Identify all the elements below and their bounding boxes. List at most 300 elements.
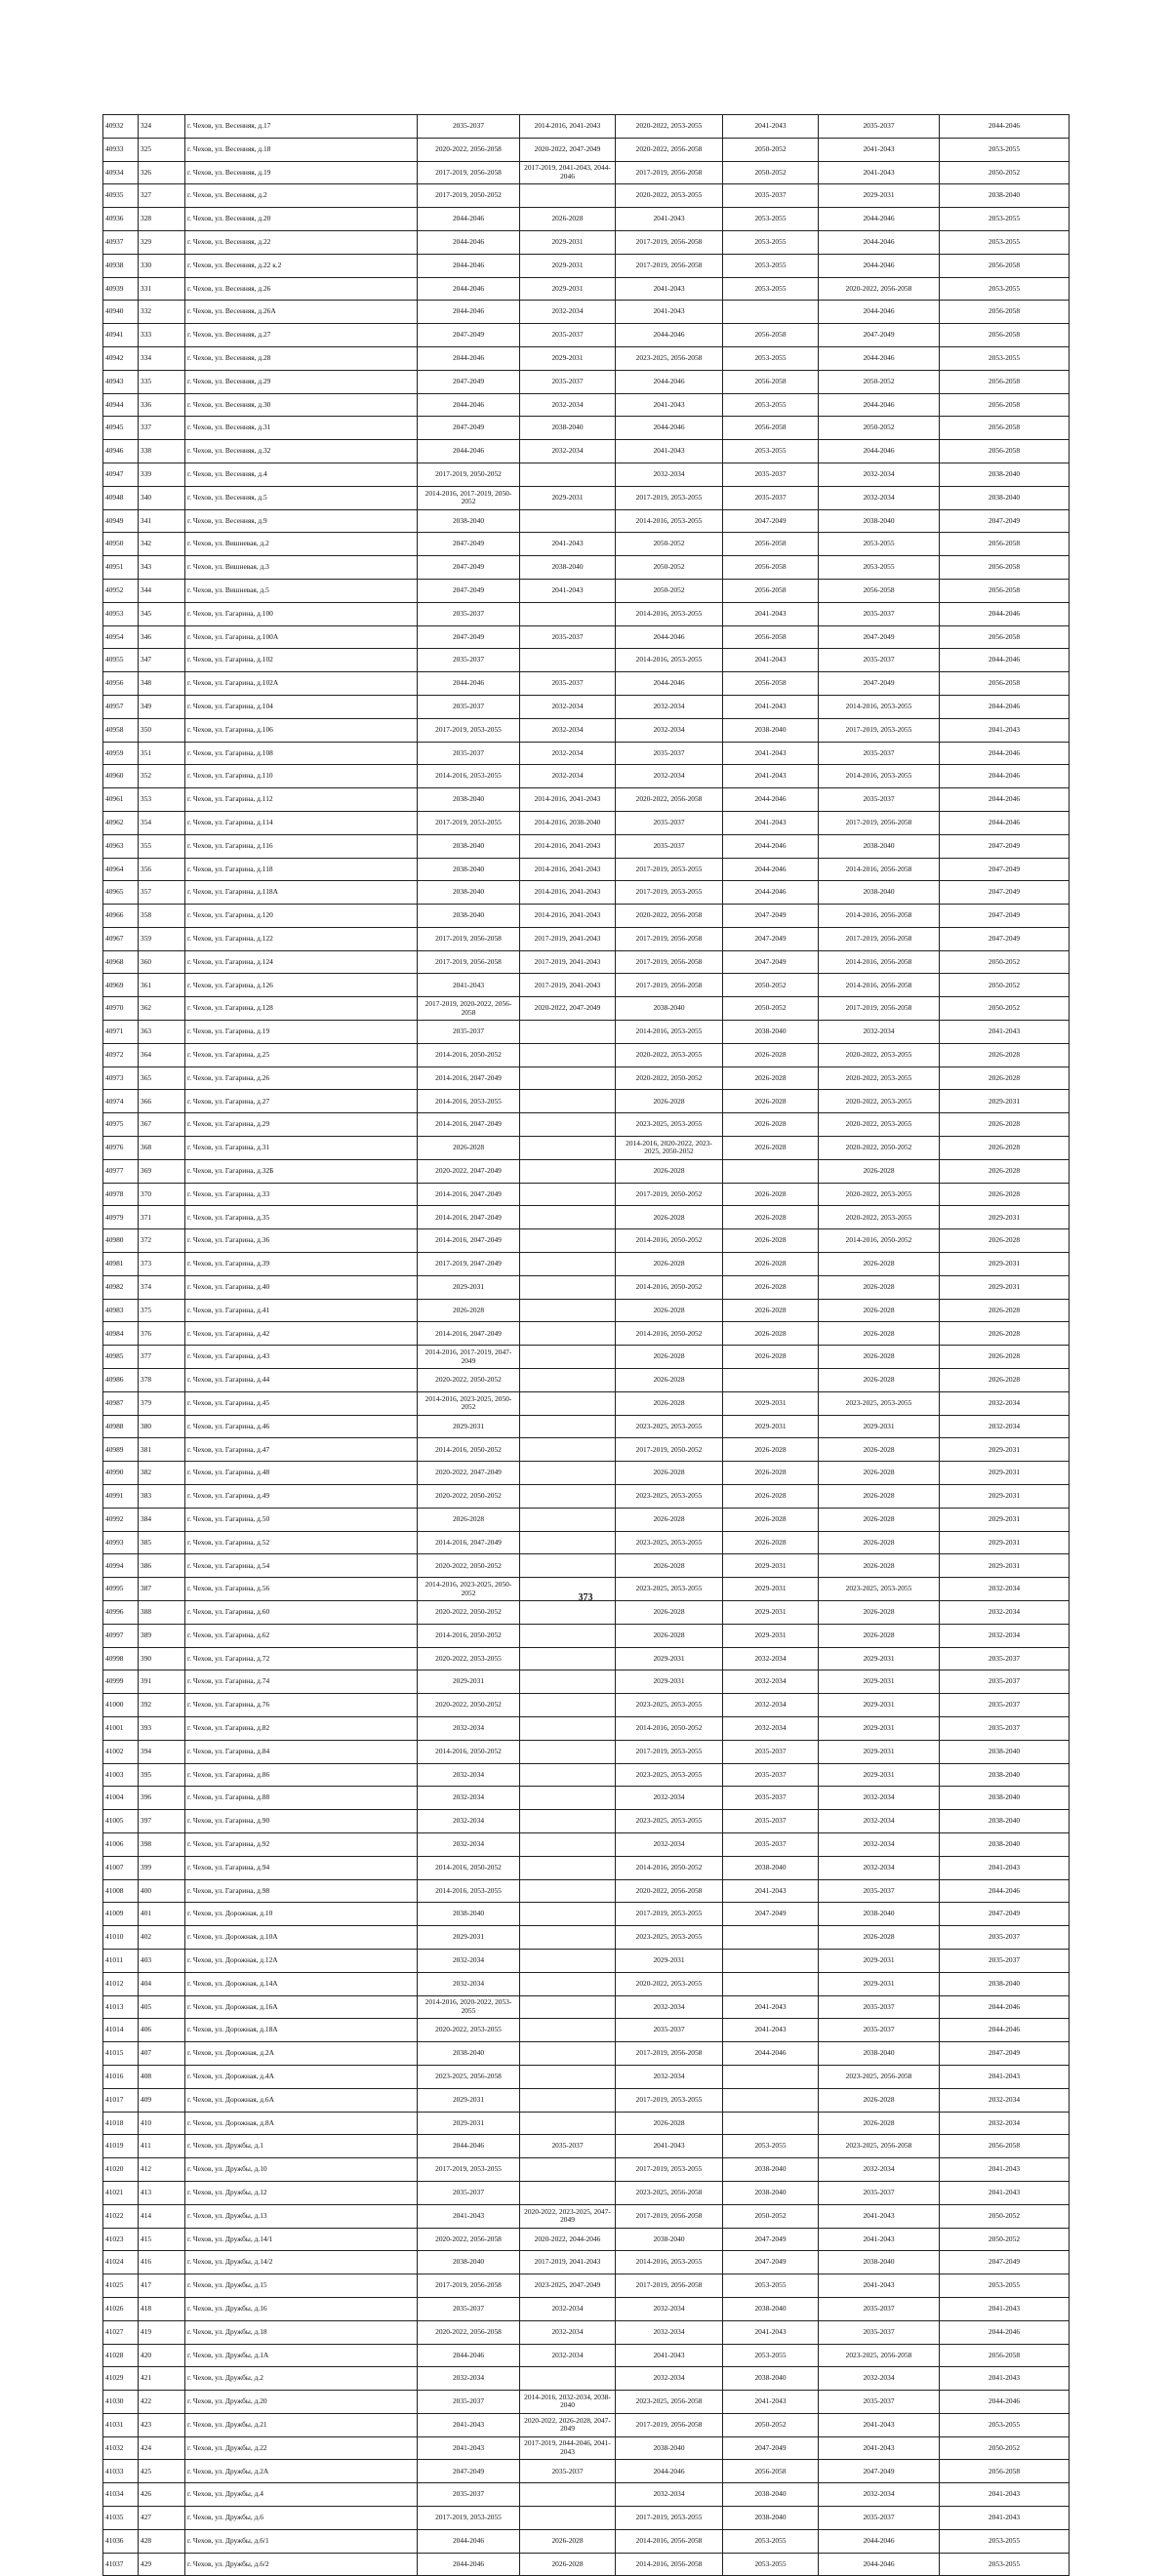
cell-period-b (520, 1647, 616, 1670)
cell-row-number: 395 (139, 1763, 185, 1787)
cell-period-f: 2056-2058 (940, 254, 1070, 277)
cell-period-a: 2014-2016, 2050-2052 (418, 1043, 520, 1067)
cell-address: г. Чехов, ул. Гагарина, д.120 (185, 905, 418, 928)
cell-period-f: 2044-2046 (940, 695, 1070, 718)
cell-record-id: 40993 (103, 1531, 139, 1554)
cell-row-number: 331 (139, 277, 185, 301)
table-row (103, 2228, 1070, 2251)
cell-address: г. Чехов, ул. Дружбы, д.21 (185, 2413, 418, 2436)
cell-period-c: 2038-2040 (616, 997, 723, 1021)
cell-record-id: 40960 (103, 765, 139, 788)
cell-row-number: 425 (139, 2460, 185, 2483)
cell-period-c: 2014-2016, 2056-2058 (616, 2529, 723, 2553)
cell-period-f: 2035-2037 (940, 1647, 1070, 1670)
cell-period-f: 2026-2028 (940, 1113, 1070, 1137)
cell-period-a: 2032-2034 (418, 1810, 520, 1833)
table-row (103, 2251, 1070, 2274)
cell-row-number: 389 (139, 1624, 185, 1647)
cell-period-f: 2038-2040 (940, 1972, 1070, 1995)
cell-period-a: 2035-2037 (418, 649, 520, 672)
table-row (103, 2529, 1070, 2553)
cell-period-c: 2017-2019, 2056-2058 (616, 161, 723, 184)
cell-period-c: 2026-2028 (616, 1206, 723, 1229)
cell-period-e: 2020-2022, 2056-2058 (819, 277, 940, 301)
cell-period-a: 2029-2031 (418, 1415, 520, 1438)
cell-period-b (520, 1275, 616, 1299)
cell-record-id: 40941 (103, 324, 139, 347)
table-row (103, 997, 1070, 1021)
table-row (103, 858, 1070, 881)
cell-period-d (723, 1949, 819, 1972)
cell-period-c: 2023-2025, 2053-2055 (616, 1810, 723, 1833)
cell-period-f: 2056-2058 (940, 440, 1070, 463)
cell-period-e: 2047-2049 (819, 625, 940, 649)
cell-address: г. Чехов, ул. Гагарина, д.102 (185, 649, 418, 672)
cell-record-id: 41021 (103, 2181, 139, 2204)
cell-period-d: 2056-2058 (723, 324, 819, 347)
cell-record-id: 41011 (103, 1949, 139, 1972)
cell-period-b: 2029-2031 (520, 254, 616, 277)
cell-period-c: 2026-2028 (616, 1554, 723, 1578)
cell-record-id: 40932 (103, 115, 139, 139)
cell-period-d: 2047-2049 (723, 2251, 819, 2274)
cell-record-id: 40962 (103, 811, 139, 834)
cell-period-b (520, 1995, 616, 2019)
cell-period-b (520, 2483, 616, 2507)
cell-period-b: 2032-2034 (520, 765, 616, 788)
cell-period-b: 2026-2028 (520, 2529, 616, 2553)
cell-record-id: 40978 (103, 1183, 139, 1206)
schedule-table-container (102, 114, 1069, 2576)
table-row (103, 718, 1070, 742)
cell-period-b (520, 1067, 616, 1090)
cell-period-d: 2038-2040 (723, 2297, 819, 2320)
cell-period-e: 2035-2037 (819, 1995, 940, 2019)
table-row (103, 881, 1070, 905)
cell-period-d: 2047-2049 (723, 509, 819, 533)
cell-period-a: 2014-2016, 2050-2052 (418, 1438, 520, 1462)
cell-period-b: 2032-2034 (520, 2344, 616, 2367)
cell-record-id: 40985 (103, 1346, 139, 1369)
cell-period-f: 2047-2049 (940, 905, 1070, 928)
cell-period-a: 2029-2031 (418, 2112, 520, 2135)
cell-period-f: 2026-2028 (940, 1369, 1070, 1392)
cell-period-e: 2038-2040 (819, 509, 940, 533)
cell-period-f: 2038-2040 (940, 1740, 1070, 1763)
cell-period-f: 2056-2058 (940, 2460, 1070, 2483)
cell-period-b: 2014-2016, 2041-2043 (520, 905, 616, 928)
cell-address: г. Чехов, ул. Гагарина, д.122 (185, 927, 418, 950)
cell-period-c: 2029-2031 (616, 1670, 723, 1694)
cell-address: г. Чехов, ул. Весенняя, д.30 (185, 393, 418, 417)
cell-period-e: 2038-2040 (819, 881, 940, 905)
cell-row-number: 352 (139, 765, 185, 788)
cell-period-d: 2029-2031 (723, 1624, 819, 1647)
cell-period-b: 2020-2022, 2047-2049 (520, 997, 616, 1021)
cell-period-c: 2032-2034 (616, 1832, 723, 1856)
cell-row-number: 338 (139, 440, 185, 463)
cell-address: г. Чехов, ул. Гагарина, д.26 (185, 1067, 418, 1090)
cell-period-d: 2029-2031 (723, 1391, 819, 1415)
cell-period-b (520, 1810, 616, 1833)
cell-period-f: 2047-2049 (940, 2251, 1070, 2274)
cell-record-id: 40944 (103, 393, 139, 417)
cell-period-c: 2032-2034 (616, 2065, 723, 2088)
cell-row-number: 420 (139, 2344, 185, 2367)
cell-period-d: 2026-2028 (723, 1137, 819, 1160)
cell-row-number: 390 (139, 1647, 185, 1670)
cell-period-a: 2017-2019, 2056-2058 (418, 927, 520, 950)
cell-row-number: 375 (139, 1299, 185, 1322)
cell-record-id: 40991 (103, 1485, 139, 1509)
cell-period-d: 2044-2046 (723, 2042, 819, 2066)
cell-period-f: 2038-2040 (940, 1787, 1070, 1810)
cell-period-f: 2029-2031 (940, 1206, 1070, 1229)
cell-period-f: 2029-2031 (940, 1275, 1070, 1299)
cell-period-a: 2035-2037 (418, 2483, 520, 2507)
cell-period-b (520, 1716, 616, 1740)
cell-period-c: 2017-2019, 2056-2058 (616, 2042, 723, 2066)
cell-period-b (520, 1391, 616, 1415)
cell-record-id: 40939 (103, 277, 139, 301)
cell-period-d: 2026-2028 (723, 1229, 819, 1253)
cell-period-c: 2032-2034 (616, 463, 723, 486)
table-row (103, 1926, 1070, 1950)
cell-row-number: 362 (139, 997, 185, 1021)
cell-address: г. Чехов, ул. Гагарина, д.29 (185, 1113, 418, 1137)
cell-record-id: 40952 (103, 579, 139, 602)
cell-period-a: 2038-2040 (418, 881, 520, 905)
cell-period-c: 2017-2019, 2053-2055 (616, 1903, 723, 1926)
cell-period-a: 2023-2025, 2056-2058 (418, 2065, 520, 2088)
table-row (103, 324, 1070, 347)
cell-period-f: 2050-2052 (940, 997, 1070, 1021)
cell-record-id: 40971 (103, 1021, 139, 1044)
cell-period-c: 2017-2019, 2053-2055 (616, 2088, 723, 2112)
cell-period-c: 2020-2022, 2053-2055 (616, 184, 723, 208)
cell-period-c: 2020-2022, 2053-2055 (616, 1043, 723, 1067)
cell-period-e: 2029-2031 (819, 1949, 940, 1972)
cell-address: г. Чехов, ул. Гагарина, д.47 (185, 1438, 418, 1462)
cell-record-id: 41016 (103, 2065, 139, 2088)
table-row (103, 2436, 1070, 2460)
cell-period-a: 2020-2022, 2050-2052 (418, 1601, 520, 1625)
cell-period-f: 2038-2040 (940, 184, 1070, 208)
cell-record-id: 40947 (103, 463, 139, 486)
cell-period-d: 2053-2055 (723, 2553, 819, 2576)
cell-period-d: 2026-2028 (723, 1462, 819, 1485)
cell-address: г. Чехов, ул. Гагарина, д.27 (185, 1090, 418, 1113)
cell-record-id: 40942 (103, 346, 139, 370)
cell-period-f: 2041-2043 (940, 2065, 1070, 2088)
cell-address: г. Чехов, ул. Весенняя, д.17 (185, 115, 418, 139)
cell-period-a: 2044-2046 (418, 254, 520, 277)
cell-period-b: 2032-2034 (520, 695, 616, 718)
cell-period-b (520, 1879, 616, 1903)
cell-period-c: 2014-2016, 2056-2058 (616, 2553, 723, 2576)
cell-row-number: 381 (139, 1438, 185, 1462)
cell-period-b (520, 1415, 616, 1438)
table-row (103, 1670, 1070, 1694)
cell-address: г. Чехов, ул. Вишневая, д.2 (185, 533, 418, 556)
cell-address: г. Чехов, ул. Весенняя, д.9 (185, 509, 418, 533)
cell-address: г. Чехов, ул. Гагарина, д.32Б (185, 1159, 418, 1183)
table-row (103, 533, 1070, 556)
cell-period-a: 2035-2037 (418, 1021, 520, 1044)
cell-row-number: 369 (139, 1159, 185, 1183)
cell-address: г. Чехов, ул. Гагарина, д.128 (185, 997, 418, 1021)
cell-period-c: 2017-2019, 2056-2058 (616, 974, 723, 997)
cell-record-id: 41003 (103, 1763, 139, 1787)
cell-period-d: 2029-2031 (723, 1601, 819, 1625)
cell-period-c: 2023-2025, 2053-2055 (616, 1415, 723, 1438)
cell-address: г. Чехов, ул. Весенняя, д.28 (185, 346, 418, 370)
cell-period-d: 2035-2037 (723, 184, 819, 208)
cell-period-d: 2026-2028 (723, 1090, 819, 1113)
cell-period-f: 2035-2037 (940, 1949, 1070, 1972)
cell-period-e: 2044-2046 (819, 2553, 940, 2576)
cell-period-f: 2056-2058 (940, 2344, 1070, 2367)
cell-record-id: 40996 (103, 1601, 139, 1625)
cell-period-b: 2014-2016, 2041-2043 (520, 881, 616, 905)
cell-address: г. Чехов, ул. Гагарина, д.49 (185, 1485, 418, 1509)
cell-period-b (520, 1694, 616, 1717)
cell-address: г. Чехов, ул. Гагарина, д.60 (185, 1601, 418, 1625)
cell-period-c: 2026-2028 (616, 1508, 723, 1531)
cell-period-b (520, 1787, 616, 1810)
table-row (103, 1624, 1070, 1647)
cell-row-number: 394 (139, 1740, 185, 1763)
cell-period-a: 2032-2034 (418, 1972, 520, 1995)
cell-period-e: 2026-2028 (819, 1299, 940, 1322)
cell-period-d: 2056-2058 (723, 556, 819, 580)
cell-row-number: 353 (139, 788, 185, 812)
cell-period-a: 2020-2022, 2050-2052 (418, 1554, 520, 1578)
cell-row-number: 349 (139, 695, 185, 718)
cell-period-f: 2053-2055 (940, 2274, 1070, 2298)
cell-period-f: 2026-2028 (940, 1159, 1070, 1183)
cell-period-a: 2029-2031 (418, 1275, 520, 1299)
cell-period-c: 2020-2022, 2053-2055 (616, 115, 723, 139)
table-row (103, 2158, 1070, 2182)
cell-period-d (723, 1926, 819, 1950)
cell-period-c: 2038-2040 (616, 2436, 723, 2460)
cell-period-c: 2032-2034 (616, 2483, 723, 2507)
cell-period-e: 2035-2037 (819, 2391, 940, 2414)
cell-record-id: 41027 (103, 2320, 139, 2344)
cell-record-id: 40954 (103, 625, 139, 649)
cell-row-number: 409 (139, 2088, 185, 2112)
cell-period-f: 2029-2031 (940, 1090, 1070, 1113)
table-row (103, 649, 1070, 672)
cell-period-f: 2032-2034 (940, 1578, 1070, 1601)
cell-period-c: 2032-2034 (616, 2367, 723, 2391)
cell-period-f: 2041-2043 (940, 2483, 1070, 2507)
cell-period-f: 2053-2055 (940, 208, 1070, 231)
cell-row-number: 382 (139, 1462, 185, 1485)
cell-period-d: 2041-2043 (723, 811, 819, 834)
cell-record-id: 41031 (103, 2413, 139, 2436)
cell-period-c: 2044-2046 (616, 370, 723, 393)
cell-record-id: 41018 (103, 2112, 139, 2135)
cell-period-c: 2014-2016, 2053-2055 (616, 509, 723, 533)
cell-period-d (723, 1159, 819, 1183)
cell-period-e: 2020-2022, 2053-2055 (819, 1067, 940, 1090)
cell-period-e: 2032-2034 (819, 1787, 940, 1810)
cell-period-d: 2026-2028 (723, 1531, 819, 1554)
cell-period-f: 2044-2046 (940, 649, 1070, 672)
cell-period-c: 2017-2019, 2053-2055 (616, 486, 723, 509)
cell-period-f: 2053-2055 (940, 346, 1070, 370)
cell-record-id: 41025 (103, 2274, 139, 2298)
table-row (103, 138, 1070, 161)
cell-period-e: 2017-2019, 2056-2058 (819, 927, 940, 950)
cell-period-a: 2041-2043 (418, 2436, 520, 2460)
cell-address: г. Чехов, ул. Дружбы, д.15 (185, 2274, 418, 2298)
cell-period-b: 2029-2031 (520, 277, 616, 301)
cell-address: г. Чехов, ул. Дорожная, д.18А (185, 2019, 418, 2042)
cell-record-id: 40980 (103, 1229, 139, 1253)
cell-period-d: 2053-2055 (723, 393, 819, 417)
cell-record-id: 40963 (103, 834, 139, 858)
cell-period-e: 2026-2028 (819, 1322, 940, 1346)
cell-address: г. Чехов, ул. Гагарина, д.56 (185, 1578, 418, 1601)
cell-row-number: 324 (139, 115, 185, 139)
cell-period-b (520, 1485, 616, 1509)
cell-address: г. Чехов, ул. Дружбы, д.1 (185, 2135, 418, 2158)
cell-period-a: 2020-2022, 2056-2058 (418, 2320, 520, 2344)
cell-period-d: 2041-2043 (723, 1879, 819, 1903)
cell-record-id: 40966 (103, 905, 139, 928)
table-row (103, 1995, 1070, 2019)
cell-period-c: 2026-2028 (616, 2112, 723, 2135)
cell-period-c: 2017-2019, 2053-2055 (616, 858, 723, 881)
table-row (103, 1832, 1070, 1856)
cell-period-c: 2017-2019, 2056-2058 (616, 927, 723, 950)
cell-period-a: 2020-2022, 2056-2058 (418, 138, 520, 161)
cell-period-f: 2038-2040 (940, 1832, 1070, 1856)
cell-period-b (520, 2042, 616, 2066)
cell-record-id: 40948 (103, 486, 139, 509)
cell-period-c: 2014-2016, 2050-2052 (616, 1322, 723, 1346)
cell-row-number: 364 (139, 1043, 185, 1067)
cell-period-a: 2014-2016, 2047-2049 (418, 1183, 520, 1206)
cell-row-number: 407 (139, 2042, 185, 2066)
table-row (103, 230, 1070, 254)
cell-period-e: 2014-2016, 2056-2058 (819, 905, 940, 928)
cell-period-c: 2017-2019, 2053-2055 (616, 2158, 723, 2182)
cell-period-a: 2044-2046 (418, 230, 520, 254)
table-row (103, 927, 1070, 950)
table-row (103, 1043, 1070, 1067)
cell-period-b: 2032-2034 (520, 718, 616, 742)
cell-record-id: 41033 (103, 2460, 139, 2483)
cell-period-b: 2017-2019, 2041-2043 (520, 927, 616, 950)
cell-period-e: 2026-2028 (819, 1275, 940, 1299)
cell-period-e: 2050-2052 (819, 417, 940, 440)
cell-record-id: 41035 (103, 2507, 139, 2530)
cell-period-c: 2041-2043 (616, 277, 723, 301)
cell-address: г. Чехов, ул. Гагарина, д.44 (185, 1369, 418, 1392)
cell-address: г. Чехов, ул. Дорожная, д.10 (185, 1903, 418, 1926)
cell-address: г. Чехов, ул. Весенняя, д.2 (185, 184, 418, 208)
cell-period-e: 2017-2019, 2056-2058 (819, 997, 940, 1021)
cell-period-d: 2026-2028 (723, 1253, 819, 1276)
cell-period-f: 2029-2031 (940, 1462, 1070, 1485)
cell-period-a: 2038-2040 (418, 1903, 520, 1926)
cell-period-e: 2050-2052 (819, 370, 940, 393)
table-row (103, 2413, 1070, 2436)
cell-period-a: 2035-2037 (418, 115, 520, 139)
cell-period-b: 2017-2019, 2041-2043 (520, 2251, 616, 2274)
cell-period-b: 2026-2028 (520, 208, 616, 231)
cell-period-e: 2044-2046 (819, 254, 940, 277)
cell-period-b (520, 1043, 616, 1067)
cell-period-b: 2035-2037 (520, 324, 616, 347)
cell-period-e: 2044-2046 (819, 230, 940, 254)
cell-period-c: 2020-2022, 2050-2052 (616, 1067, 723, 1090)
cell-period-d: 2047-2049 (723, 927, 819, 950)
cell-period-a: 2032-2034 (418, 2367, 520, 2391)
cell-address: г. Чехов, ул. Дорожная, д.2А (185, 2042, 418, 2066)
cell-row-number: 355 (139, 834, 185, 858)
cell-period-c: 2020-2022, 2056-2058 (616, 788, 723, 812)
table-row (103, 1508, 1070, 1531)
cell-period-e: 2014-2016, 2056-2058 (819, 974, 940, 997)
cell-address: г. Чехов, ул. Гагарина, д.126 (185, 974, 418, 997)
cell-period-d: 2053-2055 (723, 2135, 819, 2158)
cell-period-b (520, 1740, 616, 1763)
cell-address: г. Чехов, ул. Дорожная, д.10А (185, 1926, 418, 1950)
cell-period-c: 2023-2025, 2053-2055 (616, 1694, 723, 1717)
cell-period-c: 2020-2022, 2053-2055 (616, 1972, 723, 1995)
cell-period-a: 2014-2016, 2023-2025, 2050-2052 (418, 1578, 520, 1601)
cell-period-b (520, 463, 616, 486)
cell-period-f: 2041-2043 (940, 2367, 1070, 2391)
cell-period-e: 2035-2037 (819, 2297, 940, 2320)
table-row (103, 1787, 1070, 1810)
cell-period-d: 2038-2040 (723, 2181, 819, 2204)
cell-period-f: 2032-2034 (940, 1391, 1070, 1415)
cell-period-a: 2044-2046 (418, 672, 520, 696)
cell-period-d (723, 301, 819, 324)
cell-row-number: 356 (139, 858, 185, 881)
cell-period-c: 2023-2025, 2053-2055 (616, 1578, 723, 1601)
cell-period-a: 2014-2016, 2020-2022, 2053-2055 (418, 1995, 520, 2019)
cell-record-id: 41012 (103, 1972, 139, 1995)
cell-period-e: 2044-2046 (819, 208, 940, 231)
cell-record-id: 40984 (103, 1322, 139, 1346)
cell-row-number: 422 (139, 2391, 185, 2414)
table-row (103, 2507, 1070, 2530)
cell-period-f: 2044-2046 (940, 788, 1070, 812)
cell-row-number: 347 (139, 649, 185, 672)
cell-row-number: 346 (139, 625, 185, 649)
cell-address: г. Чехов, ул. Гагарина, д.19 (185, 1021, 418, 1044)
cell-period-a: 2032-2034 (418, 1716, 520, 1740)
cell-address: г. Чехов, ул. Гагарина, д.42 (185, 1322, 418, 1346)
cell-period-d: 2044-2046 (723, 881, 819, 905)
cell-row-number: 379 (139, 1391, 185, 1415)
cell-period-f: 2026-2028 (940, 1043, 1070, 1067)
cell-period-a: 2044-2046 (418, 277, 520, 301)
cell-address: г. Чехов, ул. Дружбы, д.22 (185, 2436, 418, 2460)
cell-row-number: 357 (139, 881, 185, 905)
cell-period-c: 2017-2019, 2056-2058 (616, 2274, 723, 2298)
cell-row-number: 325 (139, 138, 185, 161)
cell-row-number: 340 (139, 486, 185, 509)
cell-period-b: 2020-2022, 2047-2049 (520, 138, 616, 161)
